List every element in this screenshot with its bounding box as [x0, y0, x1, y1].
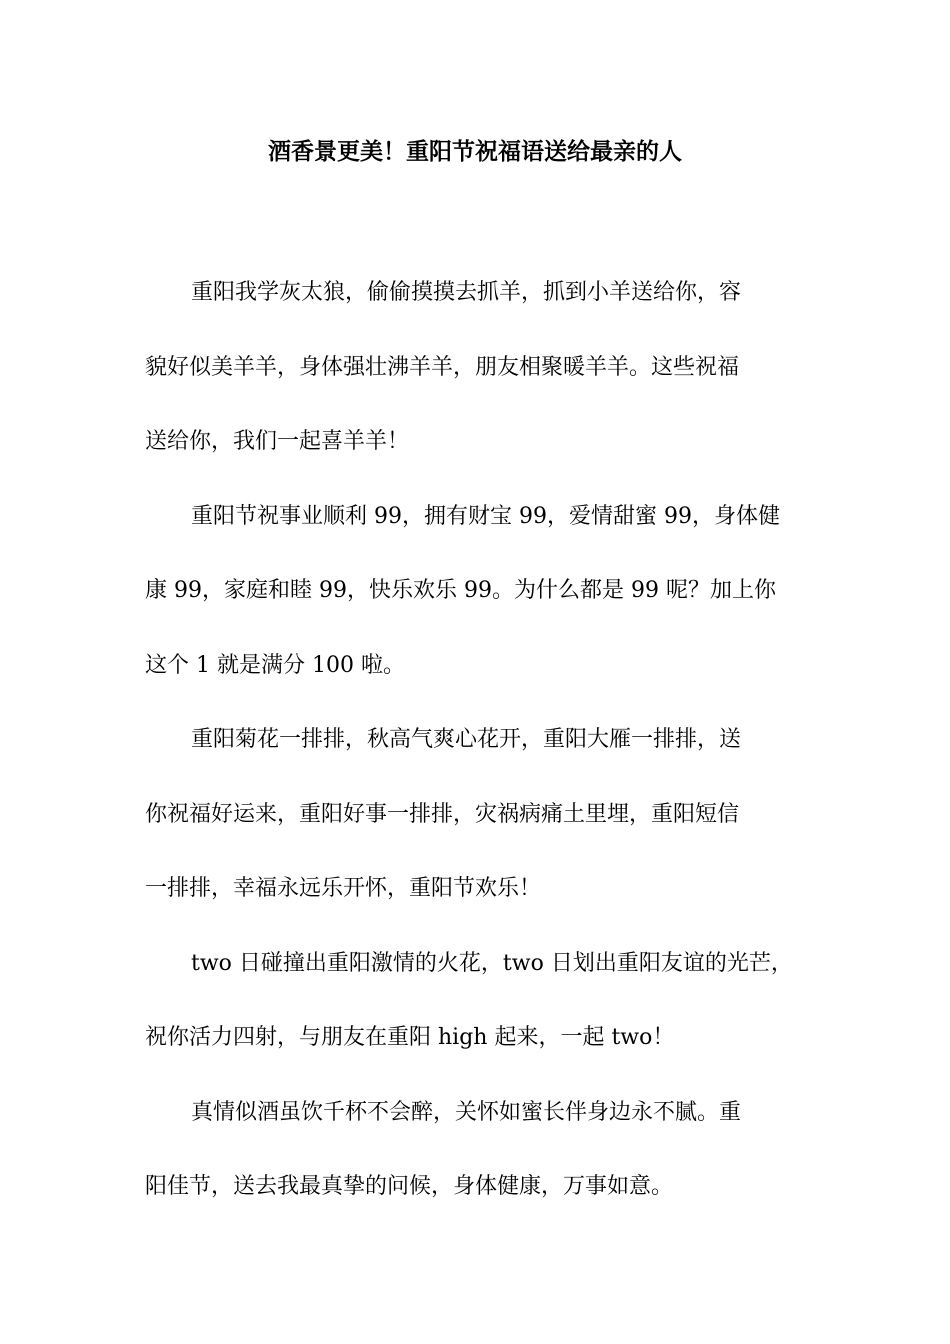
paragraph-line: 重阳节祝事业顺利 99，拥有财宝 99，爱情甜蜜 99，身体健	[191, 503, 780, 529]
paragraph-line: 貌好似美羊羊，身体强壮沸羊羊，朋友相聚暖羊羊。这些祝福	[145, 354, 740, 380]
paragraph-line: 重阳菊花一排排，秋高气爽心花开，重阳大雁一排排，送	[191, 727, 742, 752]
document-body	[145, 256, 813, 1225]
paragraph-line: 真情似酒虽饮千杯不会醉，关怀如蜜长伴身边永不腻。重	[191, 1099, 742, 1125]
paragraph-line: 祝你活力四射，与朋友在重阳 high 起来，一起 two！	[145, 1025, 675, 1050]
paragraph-line: two 日碰撞出重阳激情的火花，two 日划出重阳友谊的光芒，	[191, 950, 793, 976]
document-title: 酒香景更美！重阳节祝福语送给最亲的人	[268, 138, 682, 165]
paragraph-line: 你祝福好运来，重阳好事一排排，灾祸病痛土里埋，重阳短信	[145, 801, 740, 827]
paragraph-line: 重阳我学灰太狼，偷偷摸摸去抓羊，抓到小羊送给你，容	[191, 280, 742, 305]
paragraph-line: 康 99，家庭和睦 99，快乐欢乐 99。为什么都是 99 呢？加上你	[145, 578, 776, 603]
paragraph-4	[145, 927, 813, 1076]
paragraph-line: 阳佳节，送去我最真挚的问候，身体健康，万事如意。	[145, 1174, 674, 1199]
paragraph-line: 这个 1 就是满分 100 啦。	[145, 652, 405, 678]
paragraph-3	[145, 703, 813, 927]
paragraph-5	[145, 1076, 813, 1225]
paragraph-1	[145, 256, 813, 480]
paragraph-line: 一排排，幸福永远乐开怀，重阳节欢乐！	[145, 876, 542, 901]
paragraph-line: 送给你，我们一起喜羊羊！	[145, 429, 410, 454]
paragraph-2	[145, 480, 813, 704]
